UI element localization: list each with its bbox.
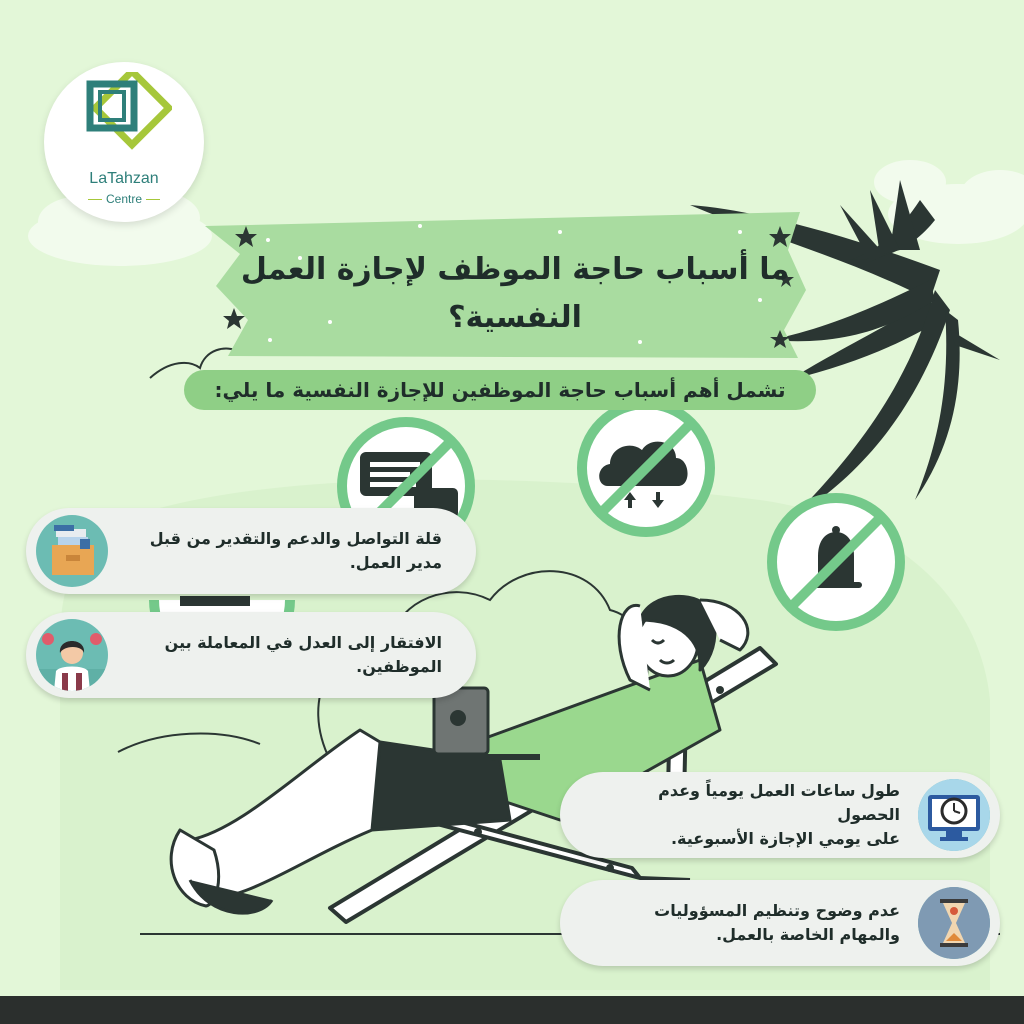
woman-masks-icon [36, 619, 108, 691]
reason-card-2 [26, 612, 476, 698]
no-bell-icon [772, 498, 900, 626]
reason-card-4 [560, 880, 1000, 966]
clock-monitor-icon [918, 779, 990, 851]
reason-card-3 [560, 772, 1000, 858]
reason-text-4: عدم وضوح وتنظيم المسؤوليات والمهام الخاصة بالعمل. [654, 901, 900, 944]
reason-text-2: الافتقار إلى العدل في المعاملة بين الموظفين. [164, 633, 442, 676]
reason-card-1 [26, 508, 476, 594]
cabinet-icon [36, 515, 108, 587]
no-cloud-sync-icon [582, 404, 710, 532]
hourglass-icon [918, 887, 990, 959]
subtitle-pill: تشمل أهم أسباب حاجة الموظفين للإجازة النفسية ما يلي: [184, 370, 816, 410]
title-line-2: النفسية؟ [448, 300, 582, 335]
logo-name: LaTahzan [89, 170, 159, 187]
logo-mark [76, 72, 172, 168]
logo-badge [44, 62, 204, 222]
title-line-1: ما أسباب حاجة الموظف لإجازة العمل [240, 252, 790, 287]
logo-subtitle: Centre [44, 192, 204, 206]
page-title [240, 232, 790, 356]
bottom-bar [0, 996, 1024, 1024]
reason-text-1: قلة التواصل والدعم والتقدير من قبل مدير العمل. [149, 529, 442, 572]
reason-text-3: طول ساعات العمل يومياً وعدم الحصول على يومي الإجازة الأسبوعية. [658, 781, 900, 848]
